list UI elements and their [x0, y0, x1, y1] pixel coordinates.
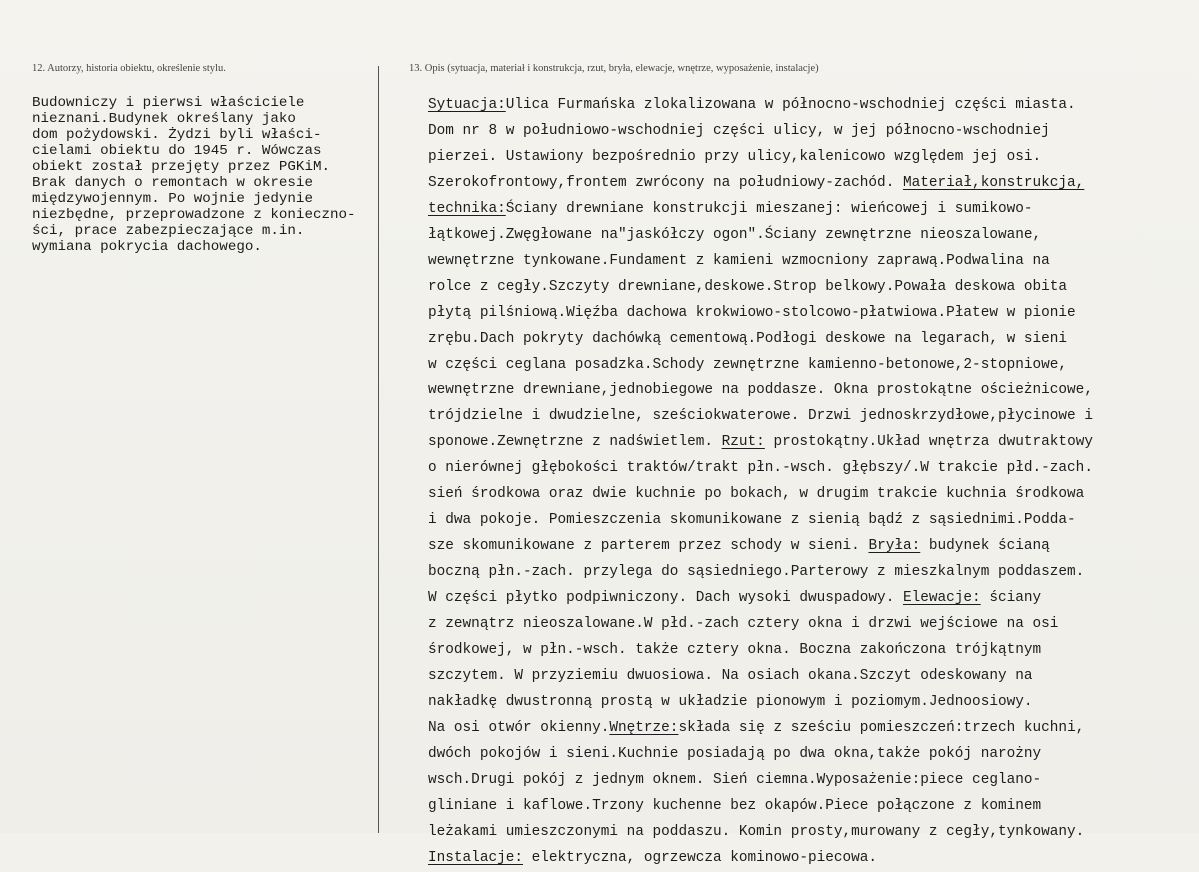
history-line: cielami obiektu do 1945 r. Wówczas — [32, 143, 322, 159]
description-fragment: Na osi otwór okienny. — [428, 719, 610, 736]
description-fragment: Dom nr 8 w południowo-wschodniej części ulicy, w jej północno-wschodniej — [428, 122, 1050, 139]
description-fragment: zrębu.Dach pokryty dachówką cementową.Podłogi deskowe na legarach, w sieni — [428, 330, 1068, 347]
description-line — [428, 716, 1093, 742]
section-label: Elewacje: — [902, 590, 981, 607]
history-line: Budowniczy i pierwsi właściciele — [32, 95, 305, 111]
description-fragment: leżakami umieszczonymi na poddaszu. Komin prosty,murowany z cegły,tynkowany. — [428, 823, 1085, 840]
description-fragment: z zewnątrz nieoszalowane.W płd.-zach cztery okna i drzwi wejściowe na osi — [428, 616, 1059, 633]
description-fragment: dwóch pokojów i sieni.Kuchnie posiadają po dwa okna,także pokój narożny — [428, 745, 1042, 762]
description-fragment: nakładkę dwustronną prostą w układzie pionowym i poziomym.Jednoosiowy. — [428, 693, 1033, 710]
description-line — [428, 353, 1093, 379]
description-fragment: wewnętrzne drewniane,jednobiegowe na poddasze. Okna prostokątne ościeżnicowe, — [428, 382, 1093, 399]
history-line: wymiana pokrycia dachowego. — [32, 239, 262, 255]
description-fragment: wsch.Drugi pokój z jednym oknem. Sień ciemna.Wyposażenie:piece ceglano- — [428, 771, 1042, 788]
description-fragment: szczytem. W przyziemiu dwuosiowa. Na osiach okana.Szczyt odeskowany na — [428, 667, 1033, 684]
description-line — [428, 430, 1093, 456]
description-fragment: budynek ścianą — [920, 538, 1050, 555]
history-line: międzywojennym. Po wojnie jedynie — [32, 191, 313, 207]
description-line — [428, 223, 1093, 249]
description-fragment: prostokątny.Układ wnętrza dwutraktowy — [764, 434, 1093, 451]
description-fragment: Ściany drewniane konstrukcji mieszanej: wieńcowej i sumikowo- — [505, 200, 1033, 217]
section-label: Wnętrze: — [609, 719, 679, 736]
field-13-heading: 13. Opis (sytuacja, materiał i konstrukcja, rzut, bryła, elewacje, wnętrze, wyposażenie, instalacje) — [409, 63, 819, 74]
description-line — [428, 171, 1093, 197]
history-line: obiekt został przejęty przez PGKiM. — [32, 159, 330, 175]
history-line: nieznani.Budynek określany jako — [32, 111, 296, 127]
description-line — [428, 768, 1093, 794]
description-fragment: rolce z cegły.Szczyty drewniane,deskowe.Strop belkowy.Powała deskowa obita — [428, 278, 1068, 295]
description-line — [428, 93, 1093, 119]
description-line — [428, 534, 1093, 560]
description-fragment: Szerokofrontowy,frontem zwrócony na południowy-zachód. — [428, 174, 903, 191]
description-line — [428, 456, 1093, 482]
description-fragment: Ulica Furmańska zlokalizowana w północno-wschodniej części miasta. — [505, 97, 1076, 113]
description-line — [428, 249, 1093, 275]
description-fragment: łątkowej.Zwęgłowane na"jaskółczy ogon".Ściany zewnętrzne nieoszalowane, — [428, 226, 1042, 243]
description-line — [428, 690, 1093, 716]
description-fragment: środkowej, w płn.-wsch. także cztery okna. Boczna zakończona trójkątnym — [428, 642, 1042, 659]
description-fragment: elektryczna, ogrzewcza kominowo-piecowa. — [523, 849, 878, 866]
description-line — [428, 846, 1093, 872]
description-fragment: W części płytko podpiwniczony. Dach wysoki dwuspadowy. — [428, 590, 903, 607]
description-fragment: i dwa pokoje. Pomieszczenia skomunikowane z sienią bądź z sąsiednimi.Podda- — [428, 512, 1076, 529]
description-line — [428, 794, 1093, 820]
description-fragment: sień środkowa oraz dwie kuchnie po bokach, w drugim trakcie kuchnia środkowa — [428, 486, 1085, 503]
section-label: Sytuacja: — [428, 97, 506, 113]
description-fragment: trójdzielne i dwudzielne, sześciokwaterowe. Drzwi jednoskrzydłowe,płycinowe i — [428, 408, 1093, 425]
description-line — [428, 742, 1093, 768]
history-line: Brak danych o remontach w okresie — [32, 175, 313, 191]
section-label: Bryła: — [868, 538, 921, 555]
description-line — [428, 404, 1093, 430]
history-text — [32, 95, 356, 255]
description-fragment: składa się z sześciu pomieszczeń:trzech kuchni, — [678, 719, 1085, 736]
section-label: technika: — [428, 200, 506, 217]
column-divider — [378, 66, 379, 833]
description-fragment: sponowe.Zewnętrzne z nadświetlem. — [428, 434, 722, 451]
description-line — [428, 482, 1093, 508]
description-line — [428, 508, 1093, 534]
description-line — [428, 145, 1093, 171]
history-line: ści, prace zabezpieczające m.in. — [32, 223, 305, 239]
description-fragment: sze skomunikowane z parterem przez schody w sieni. — [428, 538, 869, 555]
description-line — [428, 586, 1093, 612]
section-label: Materiał,konstrukcja, — [902, 174, 1085, 191]
description-fragment: w części ceglana posadzka.Schody zewnętrzne kamienno-betonowe,2-stopniowe, — [428, 356, 1068, 373]
description-line — [428, 560, 1093, 586]
history-line: dom pożydowski. Żydzi byli właści- — [32, 127, 322, 143]
description-fragment: płytą pilśniową.Więźba dachowa krokwiowo-stolcowo-płatwiowa.Płatew w pionie — [428, 304, 1076, 321]
section-label: Instalacje: — [428, 849, 523, 866]
description-line — [428, 275, 1093, 301]
description-fragment: o nierównej głębokości traktów/trakt płn.-wsch. głębszy/.W trakcie płd.-zach. — [428, 460, 1093, 477]
description-fragment: gliniane i kaflowe.Trzony kuchenne bez okapów.Piece połączone z kominem — [428, 797, 1042, 814]
description-text — [428, 93, 1093, 872]
description-line — [428, 612, 1093, 638]
description-fragment: wewnętrzne tynkowane.Fundament z kamieni wzmocniony zaprawą.Podwalina na — [428, 252, 1050, 269]
description-line — [428, 301, 1093, 327]
description-line — [428, 327, 1093, 353]
description-line — [428, 119, 1093, 145]
description-line — [428, 197, 1093, 223]
field-12-heading: 12. Autorzy, historia obiektu, określenie stylu. — [32, 63, 226, 74]
description-fragment: boczną płn.-zach. przylega do sąsiedniego.Parterowy z mieszkalnym poddaszem. — [428, 564, 1085, 581]
description-fragment: ściany — [980, 590, 1042, 607]
description-line — [428, 664, 1093, 690]
description-line — [428, 378, 1093, 404]
description-line — [428, 638, 1093, 664]
section-label: Rzut: — [721, 434, 765, 451]
history-line: niezbędne, przeprowadzone z konieczno- — [32, 207, 356, 223]
description-fragment: pierzei. Ustawiony bezpośrednio przy ulicy,kalenicowo względem jej osi. — [428, 148, 1042, 165]
